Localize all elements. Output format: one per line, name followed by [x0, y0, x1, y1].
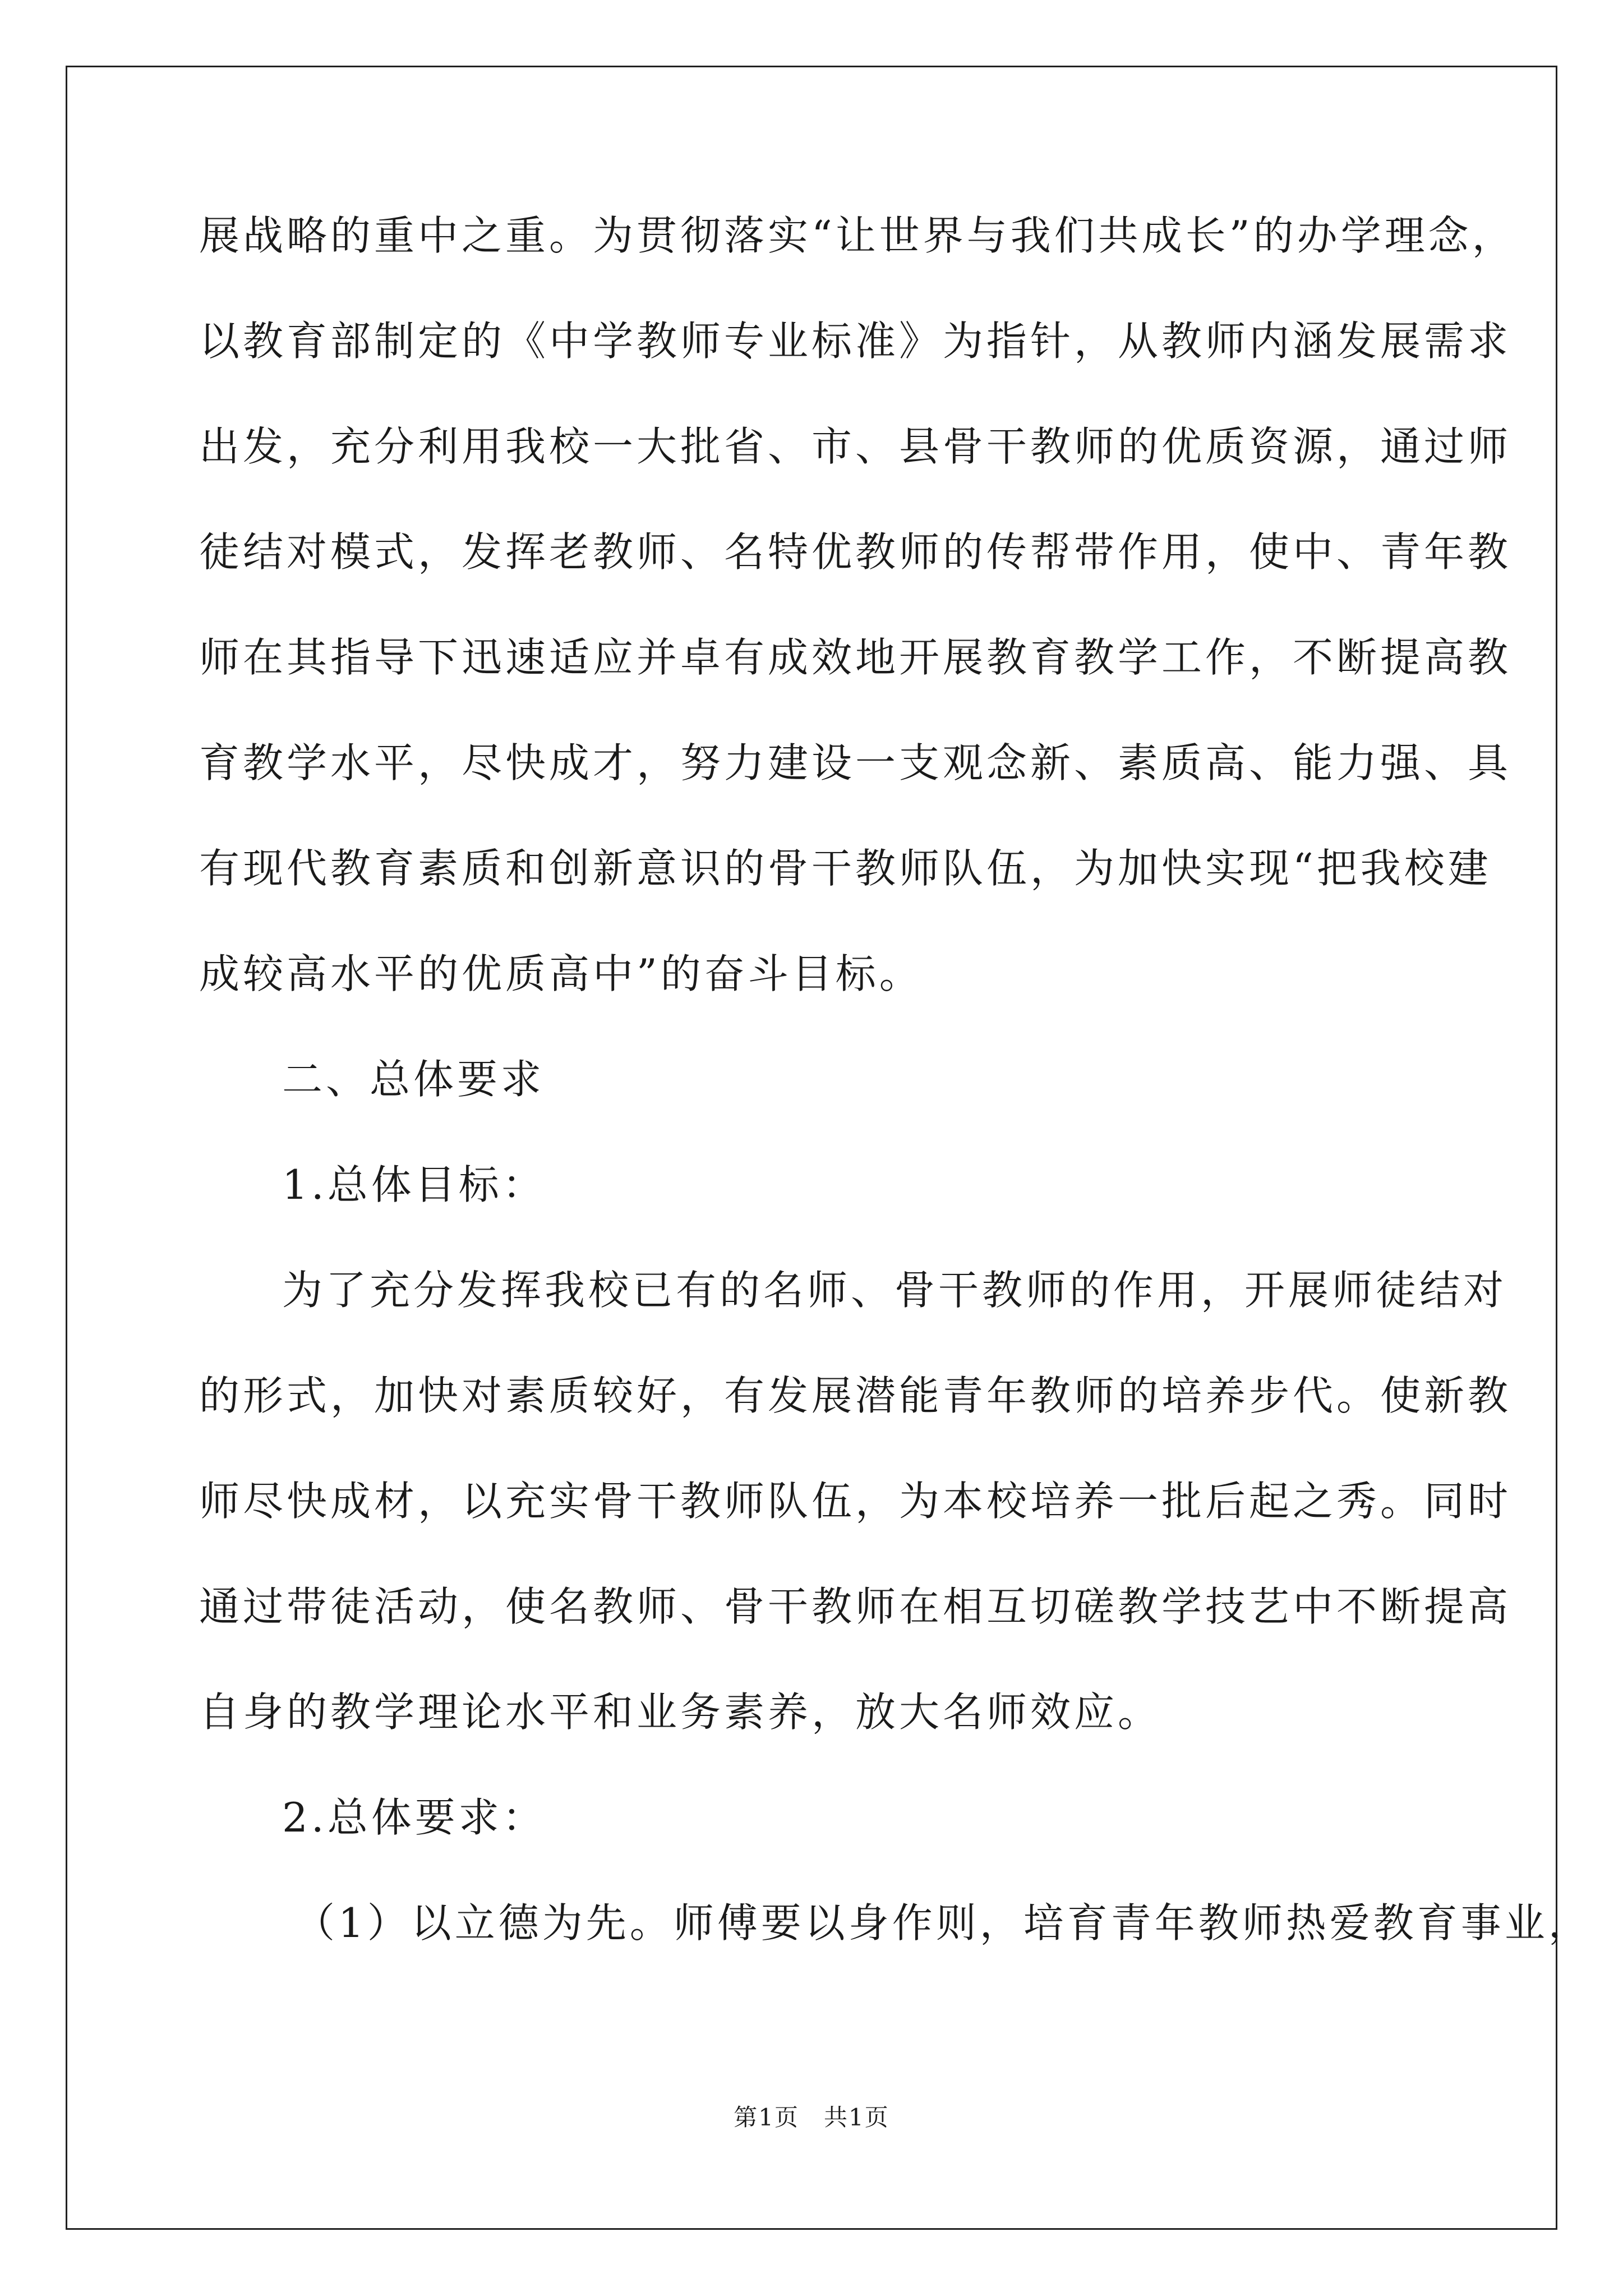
text-line: 为了充分发挥我校已有的名师、骨干教师的作用，开展师徒结对 — [282, 1267, 1507, 1314]
page-footer: 第1页 共1页 — [734, 2104, 889, 2131]
text-line: 成较高水平的优质高中”的奋斗目标。 — [199, 950, 923, 997]
section-heading: 二、总体要求 — [282, 1056, 545, 1103]
text-line: 自身的教学理论水平和业务素养，放大名师效应。 — [199, 1688, 1162, 1736]
text-line: 展战略的重中之重。为贯彻落实“让世界与我们共成长”的办学理念， — [199, 212, 1516, 259]
text-line: 出发，充分利用我校一大批省、市、县骨干教师的优质资源，通过师 — [199, 423, 1512, 470]
document-body — [199, 209, 1592, 1950]
text-line: 师在其指导下迅速适应并卓有成效地开展教育教学工作，不断提高教 — [199, 634, 1512, 681]
text-line: 师尽快成材，以充实骨干教师队伍，为本校培养一批后起之秀。同时 — [199, 1478, 1512, 1525]
text-line: 有现代教育素质和创新意识的骨干教师队伍，为加快实现“把我校建 — [199, 845, 1492, 892]
text-line: 通过带徒活动，使名教师、骨干教师在相互切磋教学技艺中不断提高 — [199, 1583, 1512, 1630]
text-line: 以教育部制定的《中学教师专业标准》为指针，从教师内涵发展需求 — [199, 318, 1512, 365]
subsection-heading: 1.总体目标： — [282, 1161, 546, 1208]
text-line: 育教学水平，尽快成才，努力建设一支观念新、素质高、能力强、具 — [199, 739, 1512, 786]
text-line: （1）以立德为先。师傅要以身作则，培育青年教师热爱教育事业， — [294, 1899, 1592, 1947]
text-line: 的形式，加快对素质较好，有发展潜能青年教师的培养步代。使新教 — [199, 1372, 1512, 1419]
text-line: 徒结对模式，发挥老教师、名特优教师的传帮带作用，使中、青年教 — [199, 528, 1512, 576]
subsection-heading: 2.总体要求： — [282, 1794, 546, 1841]
